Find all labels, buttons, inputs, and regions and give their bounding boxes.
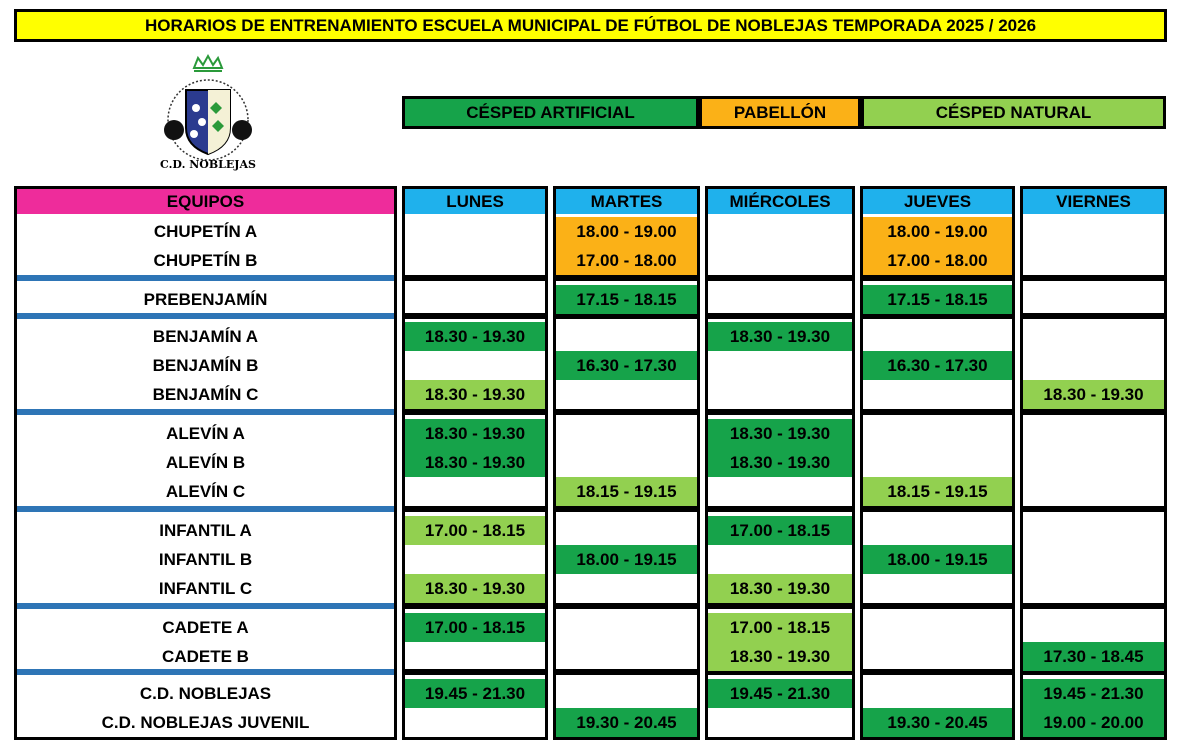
team-name: CADETE A xyxy=(162,617,249,637)
row-group-divider xyxy=(556,603,697,609)
schedule-slot: 19.30 - 20.45 xyxy=(863,708,1012,737)
day-header-lunes: LUNES xyxy=(405,189,545,214)
team-name: CHUPETÍN B xyxy=(153,250,258,270)
team-name: ALEVÍN C xyxy=(165,481,246,501)
row-group-divider xyxy=(556,275,697,281)
row-group-divider xyxy=(1023,409,1164,415)
schedule-slot: 18.30 - 19.30 xyxy=(708,448,852,477)
schedule-slot: 17.00 - 18.15 xyxy=(405,516,545,545)
team-name: BENJAMÍN A xyxy=(152,326,259,346)
row-group-divider xyxy=(405,409,545,415)
schedule-slot: 17.15 - 18.15 xyxy=(556,285,697,314)
equipos-header: EQUIPOS xyxy=(17,189,394,214)
team-name: CHUPETÍN A xyxy=(153,221,258,241)
team-name: PREBENJAMÍN xyxy=(143,289,268,309)
row-group-divider xyxy=(708,603,852,609)
club-crest-icon xyxy=(146,50,270,174)
team-name: INFANTIL A xyxy=(159,520,252,540)
row-group-divider xyxy=(1023,506,1164,512)
schedule-slot: 18.30 - 19.30 xyxy=(1023,380,1164,409)
schedule-slot: 18.30 - 19.30 xyxy=(405,322,545,351)
schedule-slot: 18.30 - 19.30 xyxy=(708,574,852,603)
row-group-divider xyxy=(863,603,1012,609)
schedule-slot: 17.00 - 18.15 xyxy=(708,516,852,545)
row-group-divider xyxy=(405,506,545,512)
team-name: C.D. NOBLEJAS xyxy=(139,683,272,703)
row-group-divider xyxy=(708,313,852,319)
schedule-slot: 17.00 - 18.00 xyxy=(863,246,1012,275)
schedule-slot: 18.30 - 19.30 xyxy=(405,380,545,409)
schedule-slot: 18.30 - 19.30 xyxy=(405,448,545,477)
schedule-slot: 17.15 - 18.15 xyxy=(863,285,1012,314)
schedule-slot: 17.00 - 18.00 xyxy=(556,246,697,275)
row-group-separator xyxy=(17,603,394,609)
row-group-divider xyxy=(708,275,852,281)
row-group-divider xyxy=(556,506,697,512)
schedule-slot: 18.00 - 19.00 xyxy=(863,217,1012,246)
team-name: INFANTIL C xyxy=(158,578,253,598)
schedule-slot: 18.00 - 19.15 xyxy=(556,545,697,574)
club-logo xyxy=(146,50,270,174)
day-header-martes: MARTES xyxy=(556,189,697,214)
schedule-slot: 17.00 - 18.15 xyxy=(405,613,545,642)
day-header-jueves: JUEVES xyxy=(863,189,1012,214)
legend-natural: CÉSPED NATURAL xyxy=(861,96,1166,129)
legend-pabellon: PABELLÓN xyxy=(699,96,861,129)
row-group-separator xyxy=(17,409,394,415)
schedule-slot: 19.00 - 20.00 xyxy=(1023,708,1164,737)
day-header-miércoles: MIÉRCOLES xyxy=(708,189,852,214)
schedule-slot: 19.30 - 20.45 xyxy=(556,708,697,737)
schedule-slot: 18.15 - 19.15 xyxy=(863,477,1012,506)
row-group-separator xyxy=(17,275,394,281)
schedule-slot: 19.45 - 21.30 xyxy=(1023,679,1164,708)
schedule-slot: 18.15 - 19.15 xyxy=(556,477,697,506)
schedule-slot: 18.30 - 19.30 xyxy=(405,574,545,603)
row-group-divider xyxy=(1023,275,1164,281)
schedule-slot: 16.30 - 17.30 xyxy=(863,351,1012,380)
schedule-slot: 19.45 - 21.30 xyxy=(405,679,545,708)
row-group-separator xyxy=(17,506,394,512)
schedule-slot: 18.00 - 19.00 xyxy=(556,217,697,246)
row-group-divider xyxy=(405,275,545,281)
schedule-slot: 17.30 - 18.45 xyxy=(1023,642,1164,671)
team-name: BENJAMÍN C xyxy=(152,384,259,404)
row-group-divider xyxy=(863,409,1012,415)
schedule-slot: 18.30 - 19.30 xyxy=(405,419,545,448)
row-group-divider xyxy=(863,506,1012,512)
row-group-divider xyxy=(405,603,545,609)
team-name: ALEVÍN A xyxy=(166,423,245,443)
logo-club-name: C.D. NOBLEJAS xyxy=(160,158,256,171)
team-name: INFANTIL B xyxy=(158,549,253,569)
page-title: HORARIOS DE ENTRENAMIENTO ESCUELA MUNICIPAL DE FÚTBOL DE NOBLEJAS TEMPORADA 2025 / 2026 xyxy=(14,9,1167,42)
row-group-divider xyxy=(863,275,1012,281)
schedule-slot: 17.00 - 18.15 xyxy=(708,613,852,642)
team-name: C.D. NOBLEJAS JUVENIL xyxy=(101,712,310,732)
row-group-divider xyxy=(1023,603,1164,609)
row-group-divider xyxy=(708,409,852,415)
row-group-divider xyxy=(708,506,852,512)
schedule-slot: 18.30 - 19.30 xyxy=(708,642,852,671)
row-group-divider xyxy=(1023,313,1164,319)
schedule-slot: 18.30 - 19.30 xyxy=(708,419,852,448)
row-group-divider xyxy=(556,409,697,415)
row-group-divider xyxy=(405,313,545,319)
schedule-slot: 19.45 - 21.30 xyxy=(708,679,852,708)
schedule-slot: 16.30 - 17.30 xyxy=(556,351,697,380)
legend-artificial: CÉSPED ARTIFICIAL xyxy=(402,96,699,129)
day-header-viernes: VIERNES xyxy=(1023,189,1164,214)
team-name: CADETE B xyxy=(162,646,249,666)
schedule-slot: 18.00 - 19.15 xyxy=(863,545,1012,574)
team-name: BENJAMÍN B xyxy=(152,355,259,375)
row-group-divider xyxy=(405,669,545,675)
row-group-divider xyxy=(863,669,1012,675)
team-name: ALEVÍN B xyxy=(165,452,246,472)
schedule-slot: 18.30 - 19.30 xyxy=(708,322,852,351)
row-group-divider xyxy=(556,669,697,675)
